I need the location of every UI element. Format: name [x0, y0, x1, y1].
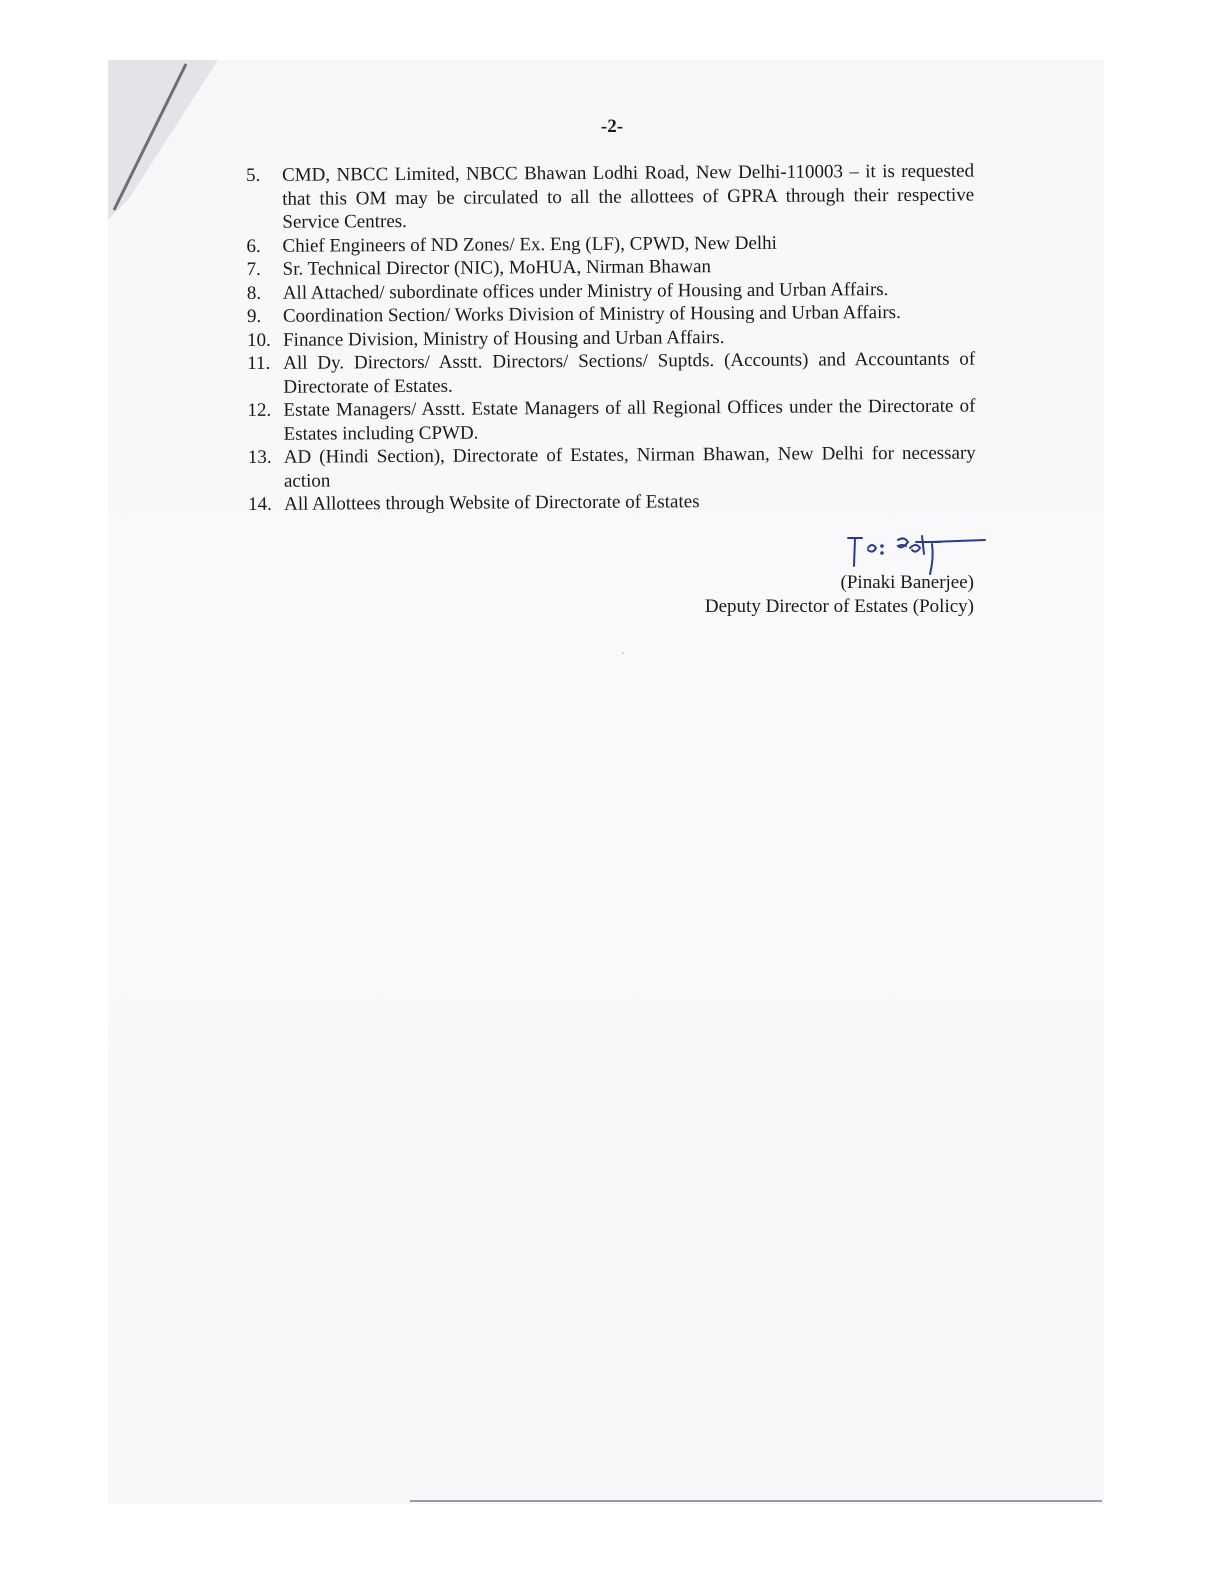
list-item-number: 8.: [246, 282, 262, 304]
paper-bottom-edge: [410, 1500, 1102, 1502]
signer-name: (Pinaki Banerjee): [840, 572, 974, 593]
list-item-number: 12.: [247, 399, 272, 421]
list-item: [246, 160, 974, 235]
paper-speck: [622, 652, 624, 654]
list-item-text: All Dy. Directors/ Asstt. Directors/ Sections/ Suptds. (Accounts) and Accountants of Directorate of Estates.: [283, 348, 976, 398]
list-item-number: 14.: [248, 493, 272, 515]
list-item-number: 10.: [247, 329, 271, 351]
distribution-list: [246, 160, 976, 517]
signature-block: [660, 530, 980, 620]
list-item-text: All Attached/ subordinate offices under Ministry of Housing and Urban Affairs.: [282, 278, 889, 304]
list-item: [247, 395, 975, 446]
list-item-number: 6.: [246, 235, 261, 257]
signer-designation: Deputy Director of Estates (Policy): [704, 596, 974, 617]
list-item-text: Chief Engineers of ND Zones/ Ex. Eng (LF), CPWD, New Delhi: [282, 232, 777, 257]
list-item: [248, 489, 976, 517]
list-item-text: Estate Managers/ Asstt. Estate Managers of all Regional Offices under the Directorate of Estates including CPWD.: [283, 395, 976, 445]
list-item-number: 11.: [247, 352, 271, 374]
list-item-number: 9.: [246, 305, 262, 327]
page-number: -2-: [600, 116, 624, 137]
list-item: [247, 348, 975, 399]
list-item-text: CMD, NBCC Limited, NBCC Bhawan Lodhi Road, New Delhi-110003 – it is requested that this OM may be circulated to all the allottees of GPRA through their respective Service Centres.: [282, 160, 975, 233]
list-item-text: Finance Division, Ministry of Housing and Urban Affairs.: [283, 326, 725, 351]
list-item-number: 13.: [247, 446, 272, 468]
list-item-number: 5.: [246, 164, 261, 186]
list-item-text: AD (Hindi Section), Directorate of Estates, Nirman Bhawan, New Delhi for necessary action: [283, 442, 976, 492]
list-item-text: Sr. Technical Director (NIC), MoHUA, Nirman Bhawan: [282, 256, 712, 280]
list-item-text: Coordination Section/ Works Division of Ministry of Housing and Urban Affairs.: [282, 302, 901, 327]
list-item-text: All Allottees through Website of Directorate of Estates: [284, 491, 700, 515]
list-item: [248, 442, 976, 493]
list-item-number: 7.: [246, 258, 261, 280]
